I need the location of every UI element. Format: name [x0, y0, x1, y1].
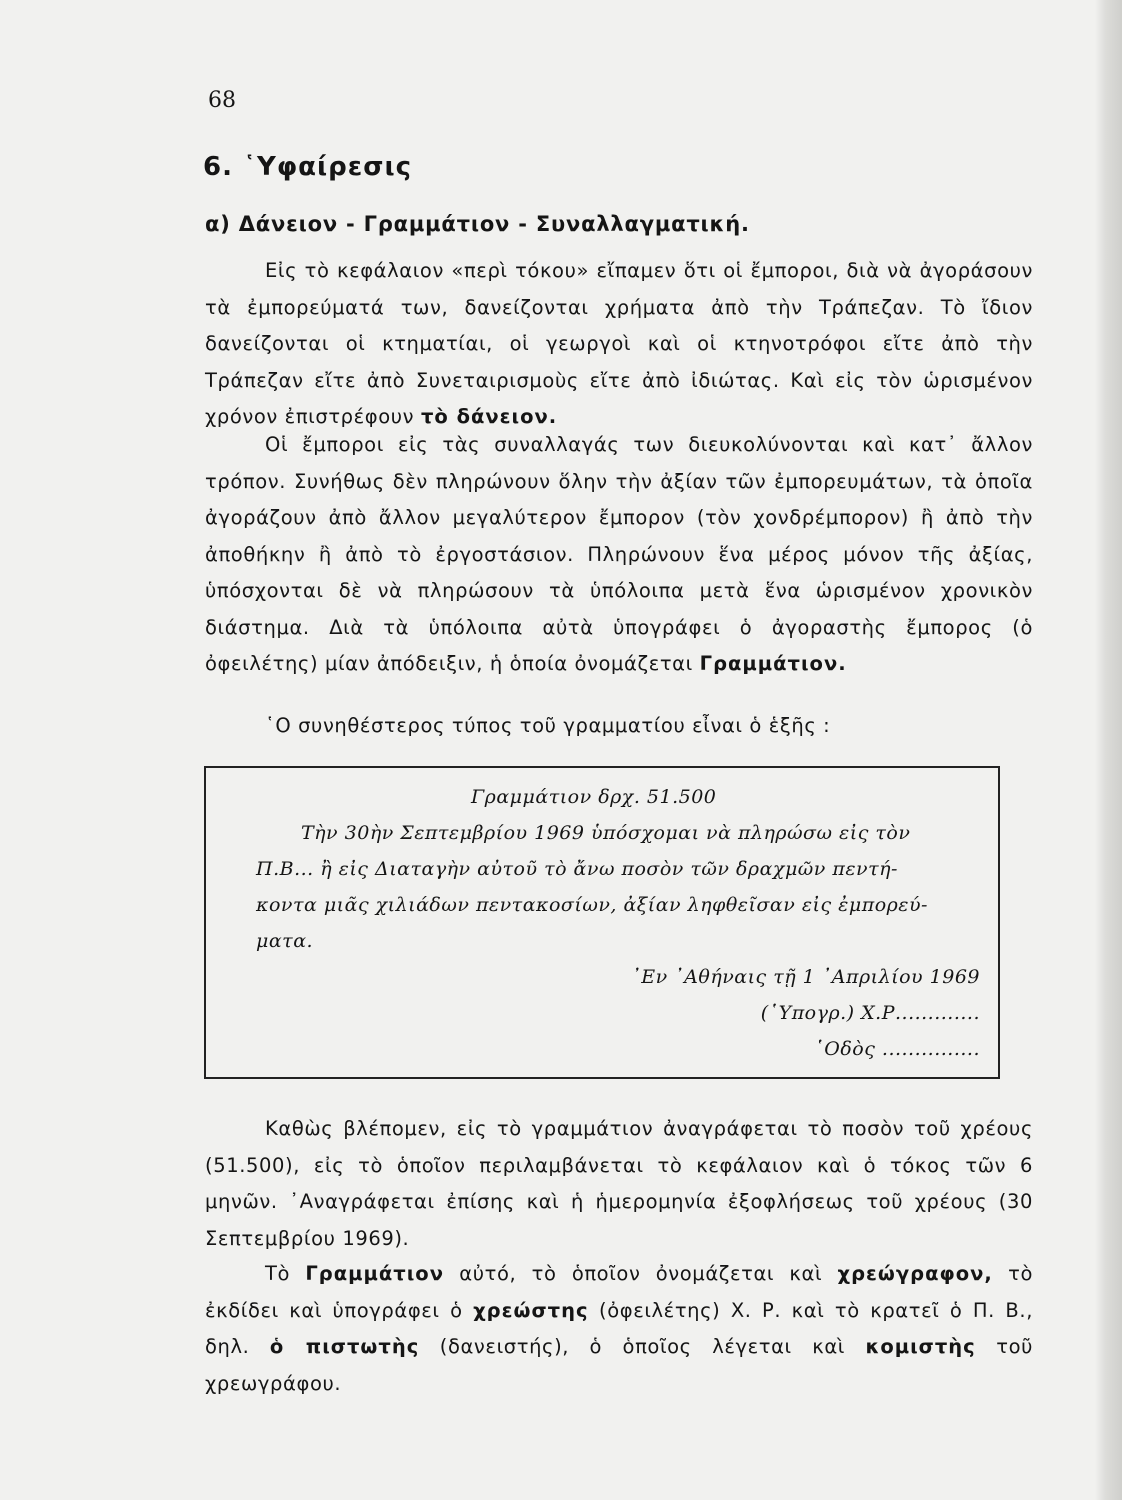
bold-term-chreografon: χρεώγραφον, [837, 1262, 993, 1285]
note-line: Π.Β... ἢ εἰς Διαταγὴν αὐτοῦ τὸ ἄνω ποσὸν τῶν δραχμῶν πεντή- [256, 858, 898, 880]
bold-term-komistis: κομιστὴς [865, 1335, 976, 1358]
bold-term-grammation: Γραμμάτιον [305, 1262, 444, 1285]
paragraph-text: αὐτό, τὸ ὁποῖον ὀνομάζεται καὶ [443, 1262, 838, 1285]
note-street: ῾Οδὸς ............... [814, 1038, 980, 1060]
page-edge-shadow [1095, 0, 1122, 1500]
bold-term-grammation: Γραμμάτιον. [699, 652, 847, 675]
subsection-title: α) Δάνειον - Γραμμάτιον - Συναλλαγματική. [205, 212, 750, 236]
paragraph-loans [205, 253, 1033, 436]
paragraph-explanation: Καθὼς βλέπομεν, εἰς τὸ γραμμάτιον ἀναγράφεται τὸ ποσὸν τοῦ χρέους (51.500), εἰς τὸ ὁποῖον περιλαμβάνεται τὸ κεφάλαιον καὶ ὁ τόκος τῶν 6 μηνῶν. ᾿Αναγράφεται ἐπίσης καὶ ἡ ἡμερομηνία ἐξοφλήσεως τοῦ χρέους (30 Σεπτεμβρίου 1969). [205, 1117, 1033, 1250]
note-line: ματα. [256, 930, 314, 952]
paragraph-text: (δανειστής), ὁ ὁποῖος λέγεται καὶ [419, 1335, 866, 1358]
bold-term-chreostis: χρεώστης [473, 1298, 589, 1322]
paragraph-terms [205, 1256, 1033, 1402]
note-title: Γραμμάτιον δρχ. 51.500 [471, 786, 717, 808]
note-line: κοντα μιᾶς χιλιάδων πεντακοσίων, ἀξίαν ληφθεῖσαν εἰς ἐμπορεύ- [256, 894, 928, 916]
paragraph-text: Τὸ [265, 1262, 306, 1285]
paragraph-merchants [205, 427, 1033, 683]
note-place-date: ᾿Εν ᾿Αθήναις τῇ 1 ᾿Απριλίου 1969 [631, 966, 980, 988]
promissory-note-box [204, 766, 1000, 1079]
paragraph-text: τοῦ χρεωγράφου. [205, 1335, 1033, 1395]
bold-term-pistotis: ὁ πιστωτὴς [269, 1335, 420, 1358]
page-number: 68 [208, 88, 236, 113]
paragraph-text: Εἰς τὸ κεφάλαιον «περὶ τόκου» εἴπαμεν ὅτι οἱ ἔμποροι, διὰ νὰ ἀγοράσουν τὰ ἐμπορεύματά των, δανείζονται χρήματα ἀπὸ τὴν Τράπεζαν. Τὸ ἴδιον δανείζονται οἱ κτηματίαι, οἱ γεωργοὶ καὶ οἱ κτηνοτρόφοι εἴτε ἀπὸ τὴν Τράπεζαν εἴτε ἀπὸ Συνεταιρισμοὺς εἴτε ἀπὸ ἰδιώτας. Καὶ εἰς τὸν ὡρισμένον χρόνον ἐπιστρέφουν [205, 259, 1033, 428]
paragraph-text: (ὀφειλέτης) Χ. Ρ. καὶ τὸ κρατεῖ ὁ Π. Β., δηλ. [205, 1298, 1033, 1358]
note-line: Τὴν 30ὴν Σεπτεμβρίου 1969 ὑπόσχομαι νὰ πληρώσω εἰς τὸν [301, 822, 911, 844]
paragraph-common-form: ῾Ο συνηθέστερος τύπος τοῦ γραμματίου εἶναι ὁ ἑξῆς : [265, 714, 831, 737]
section-title: 6. ῾Υφαίρεσις [203, 152, 413, 182]
bold-term-loan: τὸ δάνειον. [420, 405, 558, 428]
note-signature: (῾Υπογρ.) Χ.Ρ............. [760, 1002, 980, 1024]
paragraph-text: τὸ ἐκδίδει καὶ ὑπογράφει ὁ [205, 1262, 1034, 1322]
paragraph-text: Οἱ ἔμποροι εἰς τὰς συναλλαγάς των διευκολύνονται καὶ κατ᾿ ἄλλον τρόπον. Συνήθως δὲν πληρώνουν ὅλην τὴν ἀξίαν τῶν ἐμπορευμάτων, τὰ ὁποῖα ἀγοράζουν ἀπὸ ἄλλον μεγαλύτερον ἔμπορον (τὸν χονδρέμπορον) ἢ ἀπὸ τὴν ἀποθήκην ἢ ἀπὸ τὸ ἐργοστάσιον. Πληρώνουν ἕνα μέρος μόνον τῆς ἀξίας, ὑπόσχονται δὲ νὰ πληρώσουν τὰ ὑπόλοιπα μετὰ ἕνα ὡρισμένον χρονικὸν διάστημα. Διὰ τὰ ὑπόλοιπα αὐτὰ ὑπογράφει ὁ ἀγοραστὴς ἔμπορος (ὁ ὀφειλέτης) μίαν ἀπόδειξιν, ἡ ὁποία ὀνομάζεται [205, 433, 1033, 675]
